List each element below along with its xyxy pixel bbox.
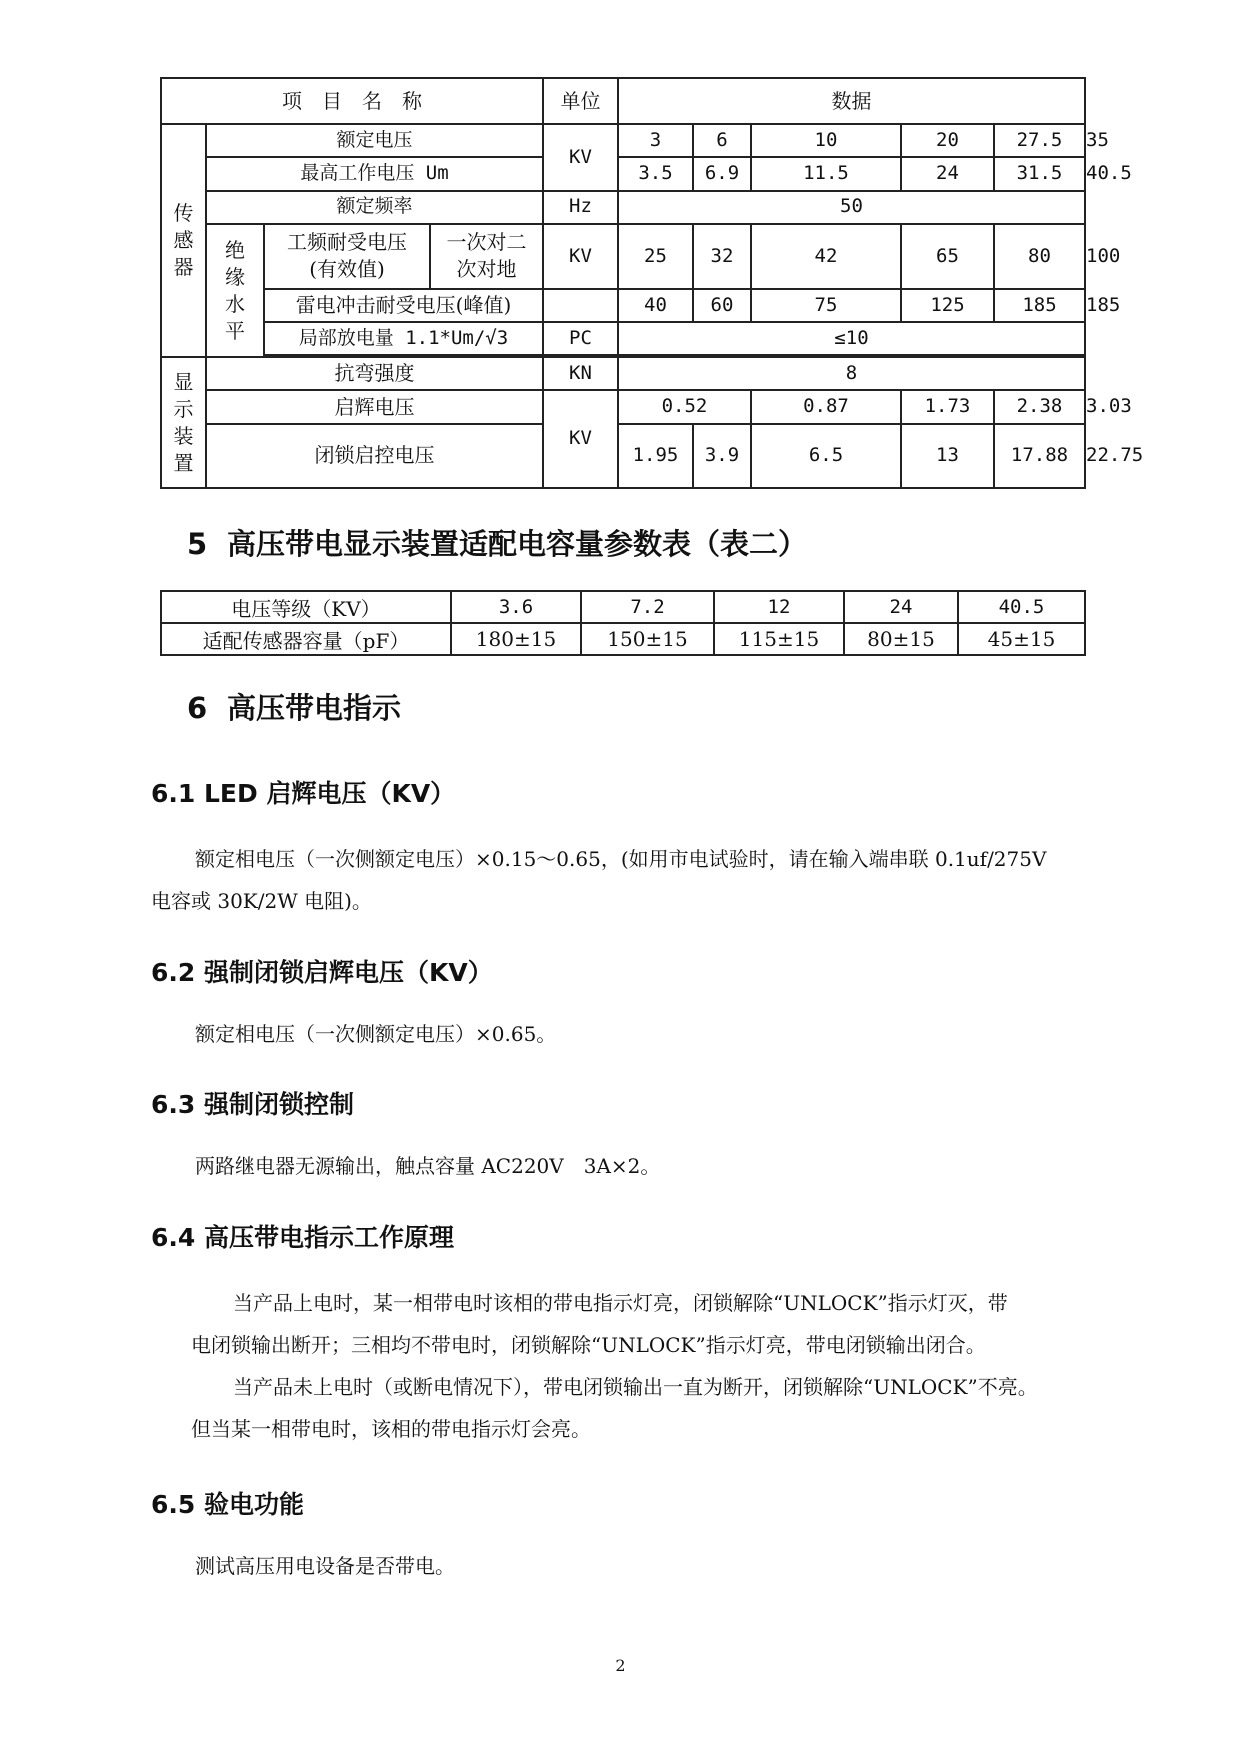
group-insulation: 绝 缘 水 平 xyxy=(206,224,264,358)
unit-kv: KV xyxy=(543,124,618,190)
section-6-4-text-line2: 电闭锁输出断开；三相均不带电时，闭锁解除“UNLOCK”指示灯亮，带电闭锁输出闭合。 xyxy=(191,1333,986,1357)
table-cell: 7.2 xyxy=(581,591,714,623)
table-cell: 3.6 xyxy=(451,591,581,623)
rated-freq-value: 50 xyxy=(618,191,1085,224)
section-6-1-heading: 6.1 LED 启辉电压（KV） xyxy=(151,779,456,808)
table-cell: 3.5 xyxy=(618,157,693,190)
section-6-4-text-line4: 但当某一相带电时，该相的带电指示灯会亮。 xyxy=(191,1417,591,1441)
table-cell: 40 xyxy=(618,289,693,322)
group-sensor: 传 感 器 xyxy=(161,124,206,357)
section-6-4-text-line3: 当产品未上电时（或断电情况下），带电闭锁输出一直为断开，闭锁解除“UNLOCK”不亮。 xyxy=(233,1375,1038,1399)
table-cell: 6.5 xyxy=(751,424,901,488)
table-cell: 17.88 xyxy=(994,424,1085,488)
unit-kn: KN xyxy=(543,357,618,390)
table-cell: 0.52 xyxy=(618,390,751,423)
table-cell: 185 xyxy=(994,289,1085,322)
partial-discharge-value: ≤10 xyxy=(618,322,1085,355)
table-cell: 65 xyxy=(901,224,994,289)
rated-freq-label: 额定频率 xyxy=(206,191,543,224)
table-cell: 3.9 xyxy=(693,424,751,488)
table-cell: 13 xyxy=(901,424,994,488)
power-freq-sublabel: 一次对二 次对地 xyxy=(430,224,543,289)
table-cell: 27.5 xyxy=(994,124,1085,157)
section-6-2-heading: 6.2 强制闭锁启辉电压（KV） xyxy=(151,958,493,987)
table-cell: 1.73 xyxy=(901,390,994,423)
section-6-2-text: 额定相电压（一次侧额定电压）×0.65。 xyxy=(195,1022,557,1046)
parameter-table: 项 目 名 称 单位 数据 传 感 器 额定电压 KV 3 6 10 20 27.5 35 最高工作电压 Um 3.5 6.9 11.5 24 31.5 40.5 额定频率 Hz 50 绝 缘 水 平 工频耐受电压 (有效值) 一次对二 次对地 KV 25 32 42 65 80 100 雷电冲击耐受电压(峰值) 40 60 75 125 185 185 局部放电量 1.1*Um/√3 PC ≤10 显 示 装 置 抗弯强度 KN 8 启辉电压 KV 0.52 0.87 1.73 2.38 3.03 闭锁启控电压 1.95 3.9 6.5 13 17.88 22.75 xyxy=(160,77,1086,489)
table-cell: 45±15 xyxy=(958,623,1085,655)
partial-discharge-label: 局部放电量 1.1*Um/√3 xyxy=(264,322,543,355)
table-cell: 32 xyxy=(693,224,751,289)
table-cell: 12 xyxy=(714,591,844,623)
page-number: 2 xyxy=(615,1656,626,1675)
table-cell: 24 xyxy=(844,591,958,623)
bending-value: 8 xyxy=(618,357,1085,390)
section-6-1-text-line1: 额定相电压（一次侧额定电压）×0.15～0.65，(如用市电试验时，请在输入端串联 0.1uf/275V xyxy=(195,847,1047,871)
table-cell: 1.95 xyxy=(618,424,693,488)
lightning-label: 雷电冲击耐受电压(峰值) xyxy=(264,289,543,322)
rated-voltage-label: 额定电压 xyxy=(206,124,543,157)
section-6-5-heading: 6.5 验电功能 xyxy=(151,1490,304,1519)
table-cell: 20 xyxy=(901,124,994,157)
bending-label: 抗弯强度 xyxy=(206,357,543,390)
header-data: 数据 xyxy=(618,78,1085,124)
section-6-3-heading: 6.3 强制闭锁控制 xyxy=(151,1090,354,1119)
section-6-4-heading: 6.4 高压带电指示工作原理 xyxy=(151,1223,454,1252)
table-cell: 25 xyxy=(618,224,693,289)
glow-voltage-label: 启辉电压 xyxy=(206,390,543,423)
section-6-heading: 6 高压带电指示 xyxy=(187,691,402,725)
unit-hz: Hz xyxy=(543,191,618,224)
section-6-5-text: 测试高压用电设备是否带电。 xyxy=(195,1554,455,1578)
table-cell: 75 xyxy=(751,289,901,322)
table-cell: 40.5 xyxy=(958,591,1085,623)
table-cell: 60 xyxy=(693,289,751,322)
header-item: 项 目 名 称 xyxy=(161,78,543,124)
sensor-capacity-label: 适配传感器容量（pF） xyxy=(161,623,451,655)
section-6-1-text-line2: 电容或 30K/2W 电阻)。 xyxy=(151,889,372,913)
header-unit: 单位 xyxy=(543,78,618,124)
table-cell: 150±15 xyxy=(581,623,714,655)
table-cell: 31.5 xyxy=(994,157,1085,190)
section-6-3-text: 两路继电器无源输出，触点容量 AC220V 3A×2。 xyxy=(195,1154,661,1178)
unit-kv: KV xyxy=(543,224,618,289)
table-cell: 24 xyxy=(901,157,994,190)
table-cell: 11.5 xyxy=(751,157,901,190)
capacitance-table xyxy=(160,590,1086,656)
table-cell: 3 xyxy=(618,124,693,157)
table-cell: 2.38 xyxy=(994,390,1085,423)
table-cell: 125 xyxy=(901,289,994,322)
lock-voltage-label: 闭锁启控电压 xyxy=(206,424,543,488)
table-cell: 10 xyxy=(751,124,901,157)
voltage-level-label: 电压等级（KV） xyxy=(161,591,451,623)
section-5-heading: 5 高压带电显示装置适配电容量参数表（表二） xyxy=(187,527,808,561)
table-cell: 6.9 xyxy=(693,157,751,190)
table-cell: 42 xyxy=(751,224,901,289)
table-cell: 80 xyxy=(994,224,1085,289)
table-cell: 80±15 xyxy=(844,623,958,655)
table-cell: 115±15 xyxy=(714,623,844,655)
power-freq-label: 工频耐受电压 (有效值) xyxy=(264,224,430,289)
unit-kv: KV xyxy=(543,390,618,488)
table-cell: 180±15 xyxy=(451,623,581,655)
table-cell: 6 xyxy=(693,124,751,157)
group-display: 显 示 装 置 xyxy=(161,357,206,488)
max-voltage-label: 最高工作电压 Um xyxy=(206,157,543,190)
unit-pc: PC xyxy=(543,322,618,355)
table-cell: 0.87 xyxy=(751,390,901,423)
section-6-4-text-line1: 当产品上电时，某一相带电时该相的带电指示灯亮，闭锁解除“UNLOCK”指示灯灭，带 xyxy=(233,1291,1008,1315)
